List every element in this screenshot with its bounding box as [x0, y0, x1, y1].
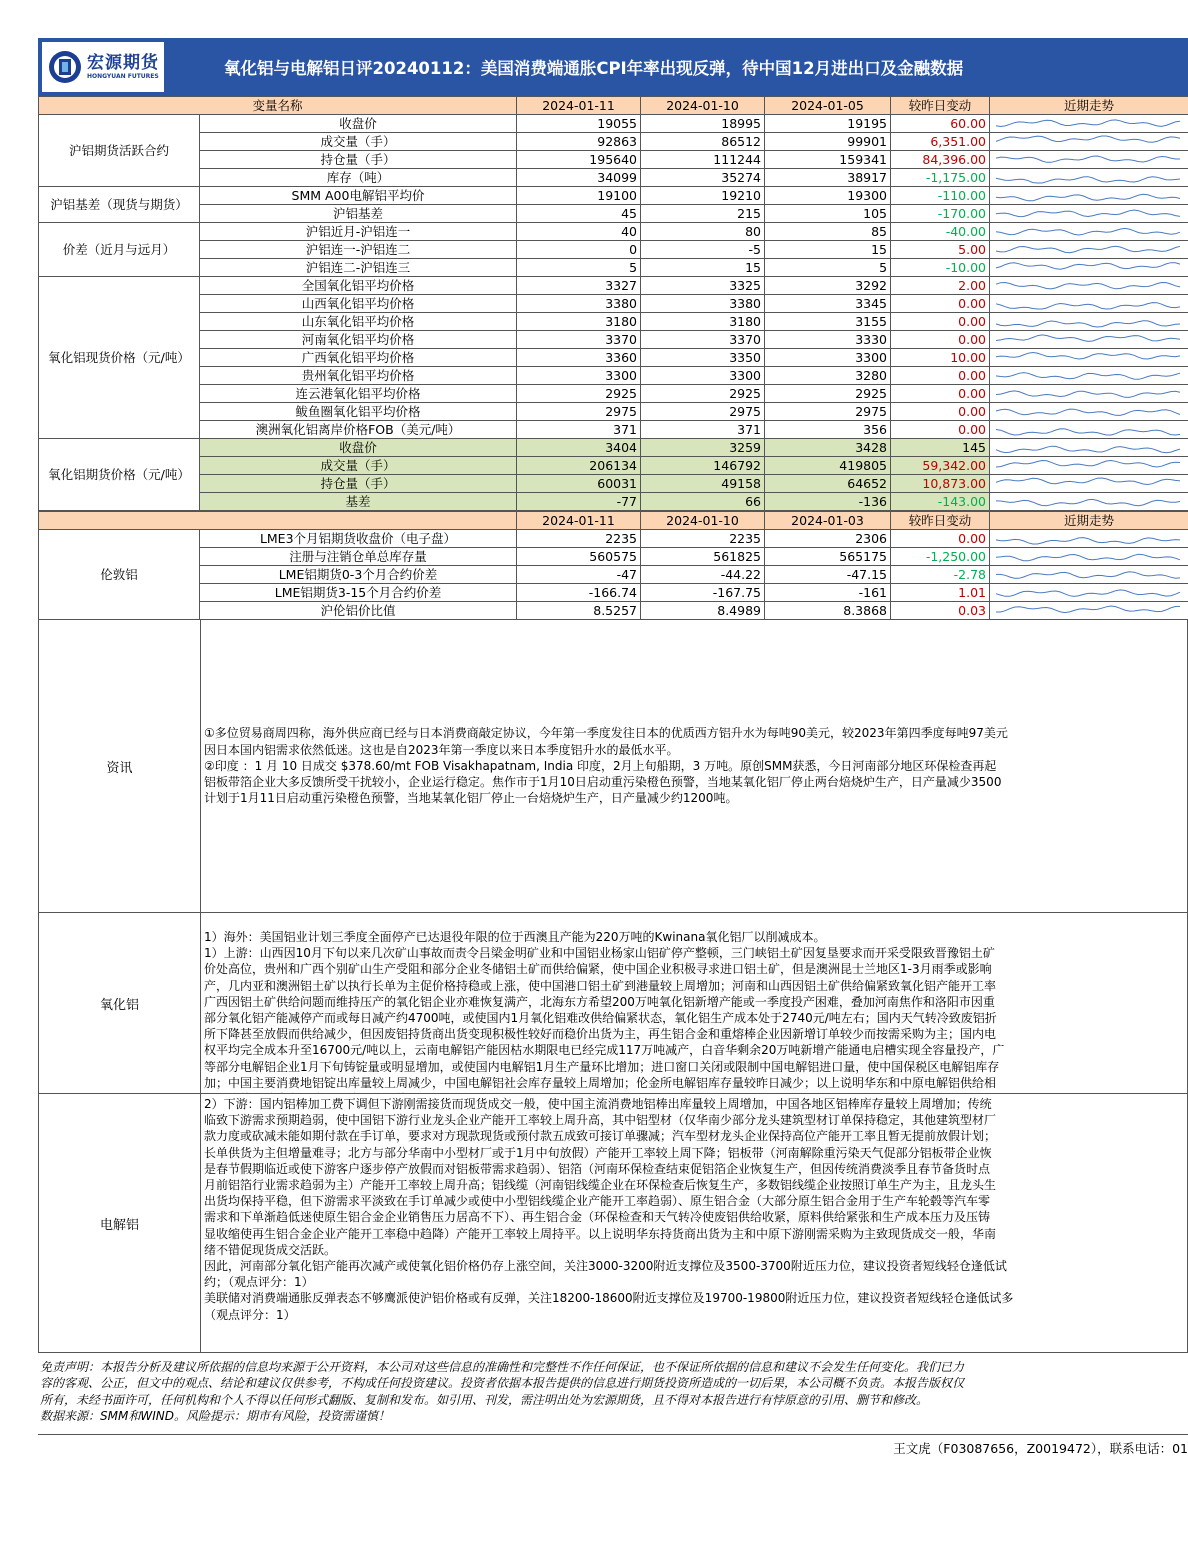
text-line: 是春节假期临近或使下游客户逐步停产放假而对铝板带需求趋弱）、铝箔（河南环保检查结束促铝箔企业恢复生产，但因传统消费淡季且春节备货时点 [204, 1161, 991, 1176]
value-cell: 8.4989 [641, 602, 765, 620]
value-cell: 146792 [641, 457, 765, 475]
news-content [201, 620, 1187, 912]
table-row [39, 223, 1188, 241]
change-cell: -1,250.00 [891, 548, 990, 566]
change-cell: -40.00 [891, 223, 990, 241]
news-label: 资讯 [39, 620, 201, 912]
value-cell: 66 [641, 493, 765, 511]
header-variable-name [39, 512, 517, 530]
text-line: ①多位贸易商周四称，海外供应商已经与日本消费商敲定协议，今年第一季度发往日本的优质西方铝升水为每吨90美元，较2023年第四季度每吨97美元 [204, 726, 1008, 741]
value-cell: 111244 [641, 151, 765, 169]
variable-name: 成交量（手） [200, 457, 517, 475]
value-cell: 3327 [517, 277, 641, 295]
text-line: 加；中国主要消费地铝锭出库量较上周减少，中国电解铝社会库存量较上周增加；伦金所电解铝库存量较昨日减少；以上说明华东和中原电解铝供给相 [204, 1075, 997, 1090]
trend-sparkline [990, 566, 1188, 584]
change-cell: -143.00 [891, 493, 990, 511]
trend-sparkline [990, 133, 1188, 151]
text-line: 临致下游需求预期趋弱，使中国铝下游行业龙头企业产能开工率较上周升高，其中铝型材（仅华南少部分龙头建筑型材订单保持稳定，其他建筑型材厂 [204, 1113, 997, 1128]
table-row [39, 439, 1188, 457]
header-cell: 2024-01-11 [517, 97, 641, 115]
logo-cn-text: 宏源期货 [87, 52, 159, 73]
value-cell: 19210 [641, 187, 765, 205]
text-line: 月前铝箔行业需求趋弱为主）产能开工率较上周升高；铝线缆（河南铝线缆企业在环保检查后恢复生产，多数铝线缆企业按照订单生产为主，且龙头生 [204, 1178, 997, 1193]
header-variable-name: 变量名称 [39, 97, 517, 115]
variable-name: 山西氧化铝平均价格 [200, 295, 517, 313]
value-cell: 3300 [765, 349, 891, 367]
value-cell: 3155 [765, 313, 891, 331]
trend-sparkline [990, 385, 1188, 403]
change-cell: 0.03 [891, 602, 990, 620]
variable-name: 持仓量（手） [200, 151, 517, 169]
table-row [39, 403, 1188, 421]
value-cell: -47.15 [765, 566, 891, 584]
table-row [39, 205, 1188, 223]
value-cell: 2235 [517, 530, 641, 548]
value-cell: 2975 [641, 403, 765, 421]
table-row [39, 602, 1188, 620]
trend-sparkline [990, 548, 1188, 566]
value-cell: 0 [517, 241, 641, 259]
value-cell: 3280 [765, 367, 891, 385]
aluminium-label: 电解铝 [39, 1094, 201, 1352]
aluminium-section [38, 1094, 1188, 1353]
variable-name: 贵州氧化铝平均价格 [200, 367, 517, 385]
value-cell: 561825 [641, 548, 765, 566]
value-cell: 195640 [517, 151, 641, 169]
category-label: 氧化铝现货价格（元/吨） [39, 277, 200, 439]
variable-name: LME铝期货3-15个月合约价差 [200, 584, 517, 602]
trend-sparkline [990, 439, 1188, 457]
value-cell: 19300 [765, 187, 891, 205]
trend-sparkline [990, 403, 1188, 421]
text-line: 容的客观、公正，但文中的观点、结论和建议仅供参考，不构成任何投资建议。投资者依据本报告提供的信息进行期货投资所造成的一切后果，本公司概不负责。本报告版权仅 [40, 1376, 965, 1391]
table-row [39, 385, 1188, 403]
value-cell: 5 [765, 259, 891, 277]
change-cell: 0.00 [891, 295, 990, 313]
trend-sparkline [990, 151, 1188, 169]
text-line: 所有，未经书面许可，任何机构和个人不得以任何形式翻版、复制和发布。如引用、刊发，需注明出处为宏源期货，且不得对本报告进行有悖原意的引用、删节和修改。 [40, 1392, 929, 1407]
value-cell: -5 [641, 241, 765, 259]
variable-name: 收盘价 [200, 115, 517, 133]
value-cell: 356 [765, 421, 891, 439]
trend-sparkline [990, 530, 1188, 548]
text-line: 等部分电解铝企业1月下旬铸锭量或明显增加，或使国内电解铝1月生产量环比增加；进口窗口关闭或限制中国电解铝进口量，使中国保税区电解铝库存 [204, 1059, 1000, 1074]
value-cell: -77 [517, 493, 641, 511]
value-cell: 419805 [765, 457, 891, 475]
value-cell: 2975 [765, 403, 891, 421]
trend-sparkline [990, 331, 1188, 349]
value-cell: 3292 [765, 277, 891, 295]
value-cell: 3370 [641, 331, 765, 349]
table-row [39, 457, 1188, 475]
value-cell: 3370 [517, 331, 641, 349]
variable-name: 基差 [200, 493, 517, 511]
trend-sparkline [990, 493, 1188, 511]
table-row [39, 584, 1188, 602]
change-cell: -1,175.00 [891, 169, 990, 187]
text-line: 美联储对消费端通胀反弹表态不够鹰派使沪铝价格或有反弹，关注18200-18600附近支撑位及19700-19800附近压力位，建议投资者短线轻仓逢低试多 [204, 1291, 1014, 1306]
value-cell: -44.22 [641, 566, 765, 584]
category-label: 氧化铝期货价格（元/吨） [39, 439, 200, 511]
change-cell: 10.00 [891, 349, 990, 367]
variable-name: 河南氧化铝平均价格 [200, 331, 517, 349]
alumina-content [201, 913, 1187, 1093]
report-title: 氧化铝与电解铝日评20240112：美国消费端通胀CPI年率出现反弹，待中国12月进出口及金融数据 [224, 59, 964, 78]
value-cell: 64652 [765, 475, 891, 493]
text-line: 2）下游：国内铝棒加工费下调但下游刚需接货而现货成交一般，使中国主流消费地铝棒出库量较上周增加，中国各地区铝棒库存量较上周增加；传统 [204, 1097, 992, 1111]
header-cell: 2024-01-10 [641, 97, 765, 115]
header-cell: 2024-01-11 [517, 512, 641, 530]
value-cell: 92863 [517, 133, 641, 151]
change-cell: 0.00 [891, 313, 990, 331]
table-row [39, 493, 1188, 511]
header-cell: 较昨日变动 [891, 512, 990, 530]
text-line: ②印度 ：1 月 10 日成交 $378.60/mt FOB Visakhapatnam, India 印度，2月上旬船期，3 万吨。原创SMM获悉，今日河南部分地区环保检查再起 [204, 758, 997, 773]
text-line: 产，几内亚和澳洲铝土矿以执行长单为主促价格持稳或上涨，使中国港口铝土矿到港量较上周增加；河南和山西因铝土矿供给偏紧致氧化铝产能开工率 [204, 978, 997, 993]
value-cell: 38917 [765, 169, 891, 187]
value-cell: 2975 [517, 403, 641, 421]
trend-sparkline [990, 367, 1188, 385]
value-cell: 560575 [517, 548, 641, 566]
table-header-row [39, 512, 1188, 530]
value-cell: 206134 [517, 457, 641, 475]
category-label: 沪铝期货活跃合约 [39, 115, 200, 187]
table-row [39, 151, 1188, 169]
text-line: 约；（观点评分：1） [204, 1275, 314, 1290]
variable-name: 连云港氧化铝平均价格 [200, 385, 517, 403]
alumina-section [38, 913, 1188, 1094]
change-cell: -10.00 [891, 259, 990, 277]
category-label: 沪铝基差（现货与期货） [39, 187, 200, 223]
value-cell: 5 [517, 259, 641, 277]
change-cell: 0.00 [891, 421, 990, 439]
text-line [204, 1091, 1184, 1093]
text-line: 权平均完全成本升至16700元/吨以上，云南电解铝产能因枯水期限电已经完成117万吨减产，白音华剩余20万吨新增产能通电启槽实现全容量投产，广 [204, 1043, 1005, 1058]
value-cell: 3180 [517, 313, 641, 331]
variable-name: 沪铝连二-沪铝连三 [200, 259, 517, 277]
value-cell: 565175 [765, 548, 891, 566]
table-row [39, 277, 1188, 295]
domestic-data-table [38, 96, 1188, 511]
table-row [39, 530, 1188, 548]
table-row [39, 295, 1188, 313]
change-cell: 0.00 [891, 403, 990, 421]
value-cell: 35274 [641, 169, 765, 187]
text-line: 出货均保持平稳，但下游需求平淡致在手订单减少或使中小型铝线缆企业产能开工率趋弱）、原生铝合金（大部分原生铝合金用于生产车轮毂等汽车零 [204, 1194, 991, 1209]
text-line: 数据来源：SMM和WIND。风险提示：期市有风险，投资需谨慎！ [40, 1408, 390, 1423]
text-line: 价处高位，贵州和广西个别矿山生产受阻和部分企业冬储铝土矿而供给偏紧，使中国企业积极寻求进口铝土矿，但是澳洲昆士兰地区1-3月雨季或影响 [204, 962, 992, 977]
value-cell: 3345 [765, 295, 891, 313]
text-line: 显收缩使再生铝合金企业产能开工率稳中趋降）产能开工率较上周持平。以上说明华东持货商出货为主和中原下游刚需采购为主致现货成交一般，华南 [204, 1226, 997, 1241]
table-row [39, 259, 1188, 277]
value-cell: 3330 [765, 331, 891, 349]
table-row [39, 349, 1188, 367]
table-row [39, 367, 1188, 385]
table-row [39, 241, 1188, 259]
change-cell: 145 [891, 439, 990, 457]
value-cell: 2235 [641, 530, 765, 548]
variable-name: LME铝期货0-3个月合约价差 [200, 566, 517, 584]
trend-sparkline [990, 115, 1188, 133]
text-line: （观点评分：1） [204, 1307, 296, 1322]
trend-sparkline [990, 259, 1188, 277]
value-cell: 19055 [517, 115, 641, 133]
category-label: 价差（近月与远月） [39, 223, 200, 277]
value-cell: 2925 [517, 385, 641, 403]
value-cell: 2306 [765, 530, 891, 548]
value-cell: 159341 [765, 151, 891, 169]
variable-name: 沪铝近月-沪铝连一 [200, 223, 517, 241]
text-line: 广西因铝土矿供给问题而维持压产的氧化铝企业亦难恢复满产，北海东方希望200万吨氧化铝新增产能或一季度投产困难，叠加河南焦作和洛阳市因重 [204, 994, 995, 1009]
variable-name: 成交量（手） [200, 133, 517, 151]
value-cell: 3180 [641, 313, 765, 331]
value-cell: 3380 [641, 295, 765, 313]
table-row [39, 421, 1188, 439]
text-line: 长单供货为主但增量难寻；北方与部分华南中小型材厂或于1月中旬放假）产能开工率较上周下降；铝板带（河南解除重污染天气促部分铝板带企业恢 [204, 1145, 992, 1160]
text-line: 因日本国内铝需求依然低迷。这也是自2023年第一季度以来日本季度铝升水的最低水平。 [204, 742, 679, 757]
value-cell: 80 [641, 223, 765, 241]
trend-sparkline [990, 475, 1188, 493]
value-cell: 3300 [641, 367, 765, 385]
value-cell: 371 [517, 421, 641, 439]
trend-sparkline [990, 295, 1188, 313]
variable-name: 全国氧化铝平均价格 [200, 277, 517, 295]
category-label: 伦敦铝 [39, 530, 200, 620]
value-cell: 19195 [765, 115, 891, 133]
trend-sparkline [990, 602, 1188, 620]
value-cell: 34099 [517, 169, 641, 187]
change-cell: 1.01 [891, 584, 990, 602]
text-line: 款力度或砍减未能如期付款在手订单，要求对方现款现货或预付款五成致可接订单骤减；汽车型材龙头企业保持高位产能开工率且暂无提前放假计划； [204, 1129, 997, 1144]
text-line: 铝板带箔企业大多反馈所受干扰较小，企业运行稳定。焦作市于1月10日启动重污染橙色预警，当地某氧化铝厂停止两台焙烧炉生产，日产量减少3500 [204, 775, 1002, 790]
value-cell: 3360 [517, 349, 641, 367]
value-cell: 18995 [641, 115, 765, 133]
change-cell: 10,873.00 [891, 475, 990, 493]
value-cell: 105 [765, 205, 891, 223]
header-cell: 近期走势 [990, 97, 1188, 115]
change-cell: 84,396.00 [891, 151, 990, 169]
value-cell: 3380 [517, 295, 641, 313]
text-line: 因此，河南部分氧化铝产能再次减产或使氧化铝价格仍存上涨空间，关注3000-3200附近支撑位及3500-3700附近压力位，建议投资者短线轻仓逢低试 [204, 1259, 1007, 1274]
company-logo [42, 42, 164, 92]
trend-sparkline [990, 421, 1188, 439]
text-line: 绪不错促现货成交活跃。 [204, 1242, 337, 1257]
change-cell: -110.00 [891, 187, 990, 205]
table-row [39, 115, 1188, 133]
variable-name: 澳洲氧化铝离岸价格FOB（美元/吨） [200, 421, 517, 439]
value-cell: -161 [765, 584, 891, 602]
alumina-label: 氧化铝 [39, 913, 201, 1093]
change-cell: 0.00 [891, 530, 990, 548]
value-cell: 85 [765, 223, 891, 241]
value-cell: -136 [765, 493, 891, 511]
table-row [39, 187, 1188, 205]
value-cell: 3404 [517, 439, 641, 457]
variable-name: 注册与注销仓单总库存量 [200, 548, 517, 566]
variable-name: SMM A00电解铝平均价 [200, 187, 517, 205]
value-cell: 15 [641, 259, 765, 277]
contact-info: 王文虎（F03087656，Z0019472），联系电话：01 [38, 1434, 1188, 1457]
value-cell: 99901 [765, 133, 891, 151]
text-line: 免责声明：本报告分析及建议所依据的信息均来源于公开资料，本公司对这些信息的准确性和完整性不作任何保证，也不保证所依据的信息和建议不会发生任何变化。我们已力 [40, 1360, 965, 1374]
news-section [38, 620, 1188, 913]
variable-name: 山东氧化铝平均价格 [200, 313, 517, 331]
value-cell: 2925 [765, 385, 891, 403]
value-cell: -166.74 [517, 584, 641, 602]
value-cell: 3428 [765, 439, 891, 457]
value-cell: 3300 [517, 367, 641, 385]
value-cell: 3350 [641, 349, 765, 367]
value-cell: 45 [517, 205, 641, 223]
trend-sparkline [990, 205, 1188, 223]
trend-sparkline [990, 223, 1188, 241]
trend-sparkline [990, 349, 1188, 367]
report-page [38, 38, 1188, 1457]
trend-sparkline [990, 313, 1188, 331]
value-cell: 60031 [517, 475, 641, 493]
text-line: 1）海外：美国铝业计划三季度全面停产已达退役年限的位于西澳且产能为220万吨的Kwinana氧化铝厂以削减成本。 [204, 930, 826, 944]
table-row [39, 133, 1188, 151]
logo-en-text: HONGYUAN FUTURES [87, 72, 159, 80]
text-line: 计划于1月11日启动重污染橙色预警，当地某氧化铝厂停止一台焙烧炉生产，日产量减少约1200吨。 [204, 791, 738, 806]
value-cell: 8.3868 [765, 602, 891, 620]
text-line: 部分氧化铝产能减停产而或每日减产约4700吨，或使国内1月氧化铝难改供给偏紧状态，氧化铝生产成本处于2740元/吨左右；国内天气转冷致废铝折 [204, 1011, 997, 1026]
change-cell: 6,351.00 [891, 133, 990, 151]
value-cell: 3259 [641, 439, 765, 457]
value-cell: 86512 [641, 133, 765, 151]
trend-sparkline [990, 277, 1188, 295]
trend-sparkline [990, 584, 1188, 602]
change-cell: 0.00 [891, 367, 990, 385]
table-row [39, 548, 1188, 566]
table-row [39, 331, 1188, 349]
variable-name: LME3个月铝期货收盘价（电子盘） [200, 530, 517, 548]
report-header [38, 38, 1188, 96]
table-row [39, 169, 1188, 187]
change-cell: 0.00 [891, 385, 990, 403]
aluminium-content [201, 1094, 1187, 1352]
variable-name: 持仓量（手） [200, 475, 517, 493]
variable-name: 沪铝基差 [200, 205, 517, 223]
logo-emblem-icon [48, 50, 82, 84]
value-cell: 40 [517, 223, 641, 241]
value-cell: 19100 [517, 187, 641, 205]
value-cell: 49158 [641, 475, 765, 493]
variable-name: 沪伦铝价比值 [200, 602, 517, 620]
change-cell: -2.78 [891, 566, 990, 584]
variable-name: 沪铝连一-沪铝连二 [200, 241, 517, 259]
header-cell: 2024-01-03 [765, 512, 891, 530]
trend-sparkline [990, 187, 1188, 205]
header-cell: 近期走势 [990, 512, 1188, 530]
change-cell: 0.00 [891, 331, 990, 349]
value-cell: 8.5257 [517, 602, 641, 620]
table-row [39, 475, 1188, 493]
header-cell: 较昨日变动 [891, 97, 990, 115]
table-row [39, 313, 1188, 331]
header-cell: 2024-01-10 [641, 512, 765, 530]
value-cell: 371 [641, 421, 765, 439]
value-cell: -167.75 [641, 584, 765, 602]
variable-name: 库存（吨） [200, 169, 517, 187]
value-cell: 215 [641, 205, 765, 223]
text-line: 需求和下单渐趋低迷使原生铝合金企业销售压力居高不下）、再生铝合金（环保检查和天气转冷使废铝供给收紧，原料供给紧张和生产成本压力及压铸 [204, 1210, 991, 1225]
value-cell: -47 [517, 566, 641, 584]
variable-name: 收盘价 [200, 439, 517, 457]
header-cell: 2024-01-05 [765, 97, 891, 115]
trend-sparkline [990, 457, 1188, 475]
text-line: 1）上游：山西因10月下旬以来几次矿山事故而责令吕梁金明矿业和中国铝业杨家山铝矿停产整顿，三门峡铝土矿因复垦要求而开采受限致晋豫铝土矿 [204, 946, 995, 961]
variable-name: 鲅鱼圈氧化铝平均价格 [200, 403, 517, 421]
change-cell: -170.00 [891, 205, 990, 223]
variable-name: 广西氧化铝平均价格 [200, 349, 517, 367]
value-cell: 3325 [641, 277, 765, 295]
change-cell: 5.00 [891, 241, 990, 259]
lme-data-table [38, 511, 1188, 620]
value-cell: 2925 [641, 385, 765, 403]
text-line: 所下降甚至放假而供给减少，但因废铝持货商出货变现积极性较好而稳价出货为主，再生铝合金和重熔棒企业因新增订单较少而按需采购为主；国内电 [204, 1027, 997, 1042]
trend-sparkline [990, 241, 1188, 259]
trend-sparkline [990, 169, 1188, 187]
change-cell: 59,342.00 [891, 457, 990, 475]
disclaimer [38, 1353, 1188, 1424]
table-row [39, 566, 1188, 584]
value-cell: 15 [765, 241, 891, 259]
change-cell: 60.00 [891, 115, 990, 133]
table-header-row [39, 97, 1188, 115]
change-cell: 2.00 [891, 277, 990, 295]
